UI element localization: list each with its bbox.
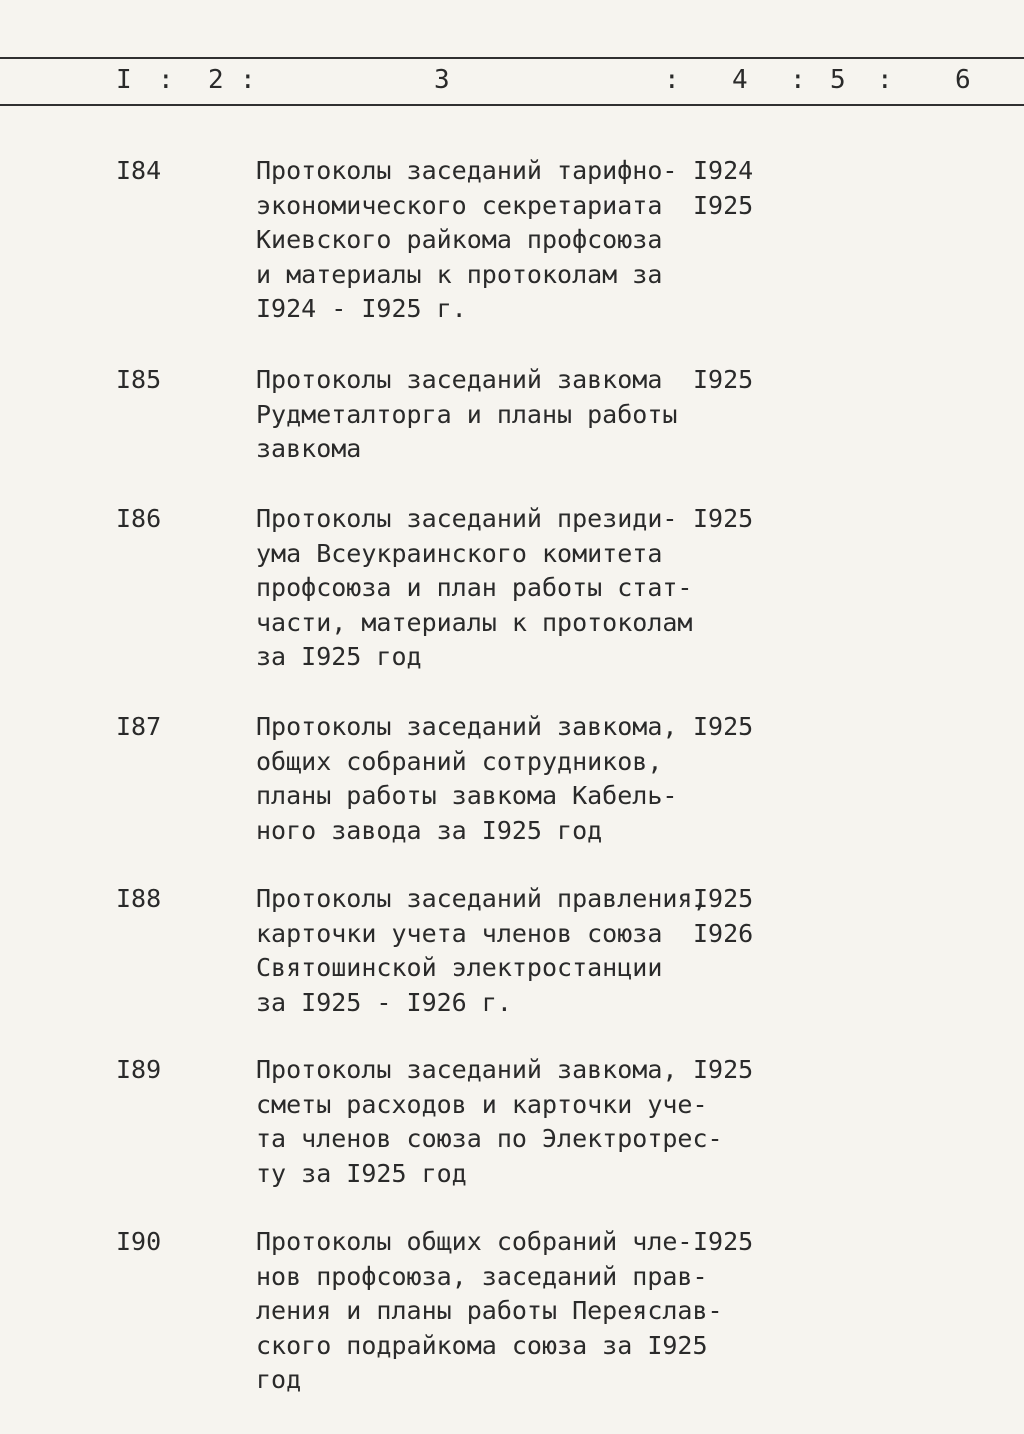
column-separator: :	[664, 65, 680, 95]
description-line: за I925 год	[256, 642, 422, 671]
entry-number: I84	[116, 156, 162, 185]
description-line: Протоколы общих собраний чле-	[256, 1227, 693, 1256]
entry-dates	[693, 1225, 753, 1260]
column-5-header: 5	[830, 65, 846, 95]
start-year: I925	[693, 1055, 754, 1084]
description-line: части, материалы к протоколам	[256, 607, 693, 637]
column-separator: :	[240, 65, 256, 95]
entry-description	[256, 882, 708, 1020]
description-line: Киевского райкома профсоюза	[256, 225, 663, 254]
description-line: Святошинской электростанции	[256, 953, 663, 982]
entry-number: I86	[116, 504, 162, 533]
description-line: карточки учета членов союза	[256, 918, 663, 948]
description-line: Рудметалторга и планы работы	[256, 399, 678, 429]
end-year: I925	[693, 190, 754, 220]
column-separator: :	[158, 65, 174, 95]
description-line: Протоколы заседаний завкома,	[256, 1055, 678, 1084]
description-line: ского подрайкома союза за I925	[256, 1330, 708, 1360]
start-year: I925	[693, 712, 754, 741]
entry-description	[256, 363, 696, 467]
column-separator: :	[790, 65, 806, 95]
description-line: та членов союза по Электротрес-	[256, 1124, 723, 1153]
description-line: завкома	[256, 434, 362, 463]
description-line: I924 - I925 г.	[256, 294, 467, 323]
description-line: ту за I925 год	[256, 1158, 467, 1188]
column-3-header: 3	[434, 65, 450, 95]
start-year: I925	[693, 1227, 754, 1256]
description-line: и материалы к протоколам за	[256, 259, 663, 289]
description-line: экономического секретариата	[256, 190, 663, 220]
column-6-header: 6	[955, 65, 971, 95]
description-line: профсоюза и план работы стат-	[256, 573, 693, 602]
description-line: Протоколы заседаний тарифно-	[256, 156, 678, 185]
entry-number: I85	[116, 365, 162, 394]
description-line: нов профсоюза, заседаний прав-	[256, 1261, 708, 1291]
start-year: I924	[693, 156, 754, 185]
column-header-row	[0, 60, 1024, 100]
column-1-header: I	[116, 65, 132, 95]
column-4-header: 4	[732, 65, 748, 95]
entry-description	[256, 154, 696, 327]
entry-dates	[693, 882, 753, 951]
description-line: год	[256, 1365, 302, 1394]
entry-description	[256, 502, 696, 675]
description-line: за I925 - I926 г.	[256, 987, 512, 1017]
description-line: ного завода за I925 год	[256, 815, 603, 845]
description-line: Протоколы заседаний завкома	[256, 365, 663, 394]
entry-number: I89	[116, 1055, 162, 1084]
entry-number: I88	[116, 884, 162, 913]
entry-dates	[693, 154, 753, 223]
start-year: I925	[693, 884, 754, 913]
description-line: Протоколы заседаний правления,	[256, 884, 708, 913]
column-2-header: 2	[208, 65, 224, 95]
entry-dates	[693, 710, 753, 745]
description-line: Протоколы заседаний президи-	[256, 504, 678, 533]
entry-description	[256, 1053, 723, 1191]
description-line: ления и планы работы Переяслав-	[256, 1296, 723, 1325]
description-line: общих собраний сотрудников,	[256, 746, 663, 776]
entry-number: I87	[116, 712, 162, 741]
description-line: ума Всеукраинского комитета	[256, 538, 663, 568]
entry-dates	[693, 363, 753, 398]
entry-dates	[693, 502, 753, 537]
header-bottom-rule	[0, 104, 1024, 106]
entry-description	[256, 1225, 723, 1398]
description-line: планы работы завкома Кабель-	[256, 781, 678, 810]
description-line: Протоколы заседаний завкома,	[256, 712, 678, 741]
entry-dates	[693, 1053, 753, 1088]
description-line: сметы расходов и карточки уче-	[256, 1089, 708, 1119]
start-year: I925	[693, 365, 754, 394]
header-top-rule	[0, 57, 1024, 59]
end-year: I926	[693, 918, 754, 948]
entry-description	[256, 710, 696, 848]
start-year: I925	[693, 504, 754, 533]
entry-number: I90	[116, 1227, 162, 1256]
column-separator: :	[877, 65, 893, 95]
